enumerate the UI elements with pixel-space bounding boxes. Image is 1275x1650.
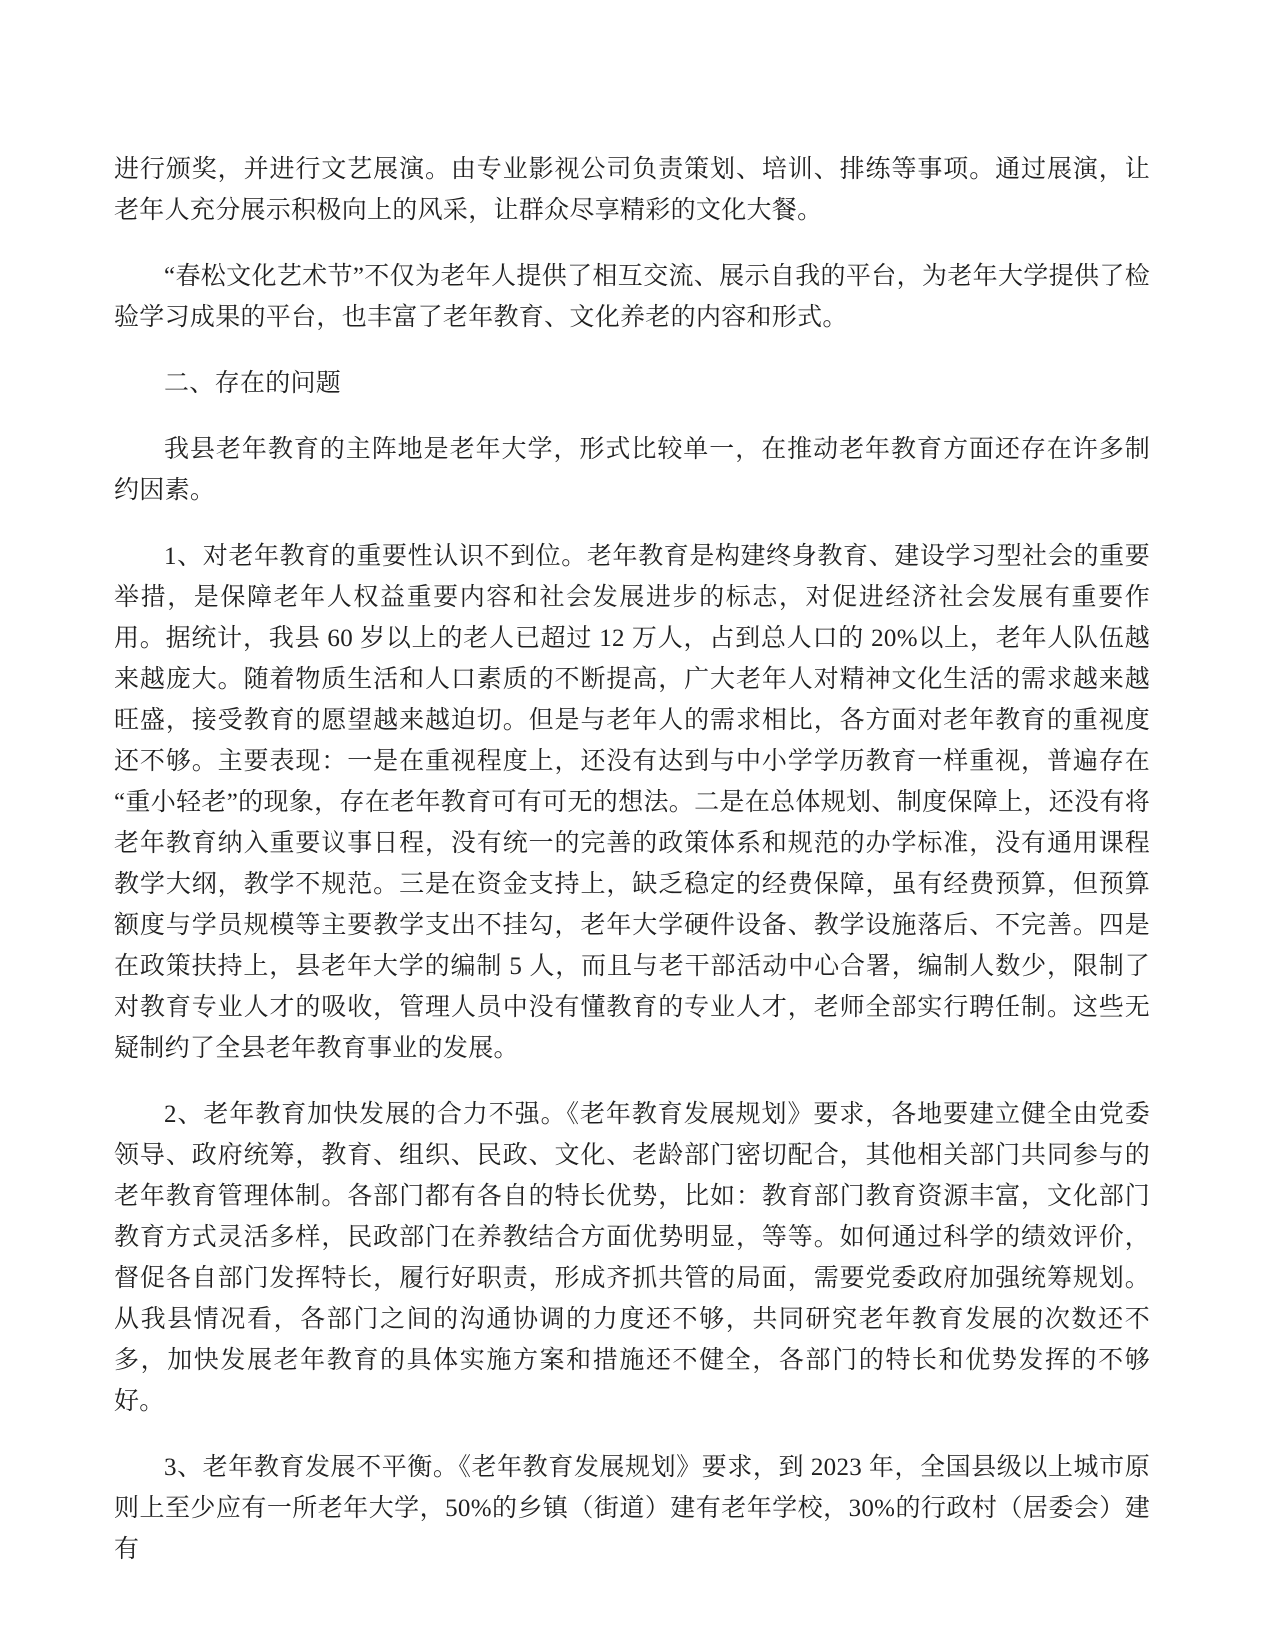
paragraph-issue-2-coordination: 2、老年教育加快发展的合力不强。《老年教育发展规划》要求，各地要建立健全由党委领导、政府统筹，教育、组织、民政、文化、老龄部门密切配合，其他相关部门共同参与的老年教育管理体制。各部门都有各自的特长优势，比如：教育部门教育资源丰富，文化部门教育方式灵活多样，民政部门在养教结合方面优势明显，等等。如何通过科学的绩效评价，督促各自部门发挥特长，履行好职责，形成齐抓共管的局面，需要党委政府加强统筹规划。从我县情况看，各部门之间的沟通协调的力度还不够，共同研究老年教育发展的次数还不多，加快发展老年教育的具体实施方案和措施还不健全，各部门的特长和优势发挥的不够好。 — [114, 1101, 1150, 1415]
document-body — [114, 149, 1150, 1570]
paragraph-issue-3-imbalance: 3、老年教育发展不平衡。《老年教育发展规划》要求，到 2023 年，全国县级以上城市原则上至少应有一所老年大学，50%的乡镇（街道）建有老年学校，30%的行政村（居委会）建有 — [114, 1454, 1150, 1563]
paragraph-issue-1-awareness: 1、对老年教育的重要性认识不到位。老年教育是构建终身教育、建设学习型社会的重要举措，是保障老年人权益重要内容和社会发展进步的标志，对促进经济社会发展有重要作用。据统计，我县 60 岁以上的老人已超过 12 万人，占到总人口的 20%以上，老年人队伍越来越庞大。随着物质生活和人口素质的不断提高，广大老年人对精神文化生活的需求越来越旺盛，接受教育的愿望越来越迫切。但是与老年人的需求相比，各方面对老年教育的重视度还不够。主要表现：一是在重视程度上，还没有达到与中小学学历教育一样重视，普遍存在“重小轻老”的现象，存在老年教育可有可无的想法。二是在总体规划、制度保障上，还没有将老年教育纳入重要议事日程，没有统一的完善的政策体系和规范的办学标准，没有通用课程教学大纲，教学不规范。三是在资金支持上，缺乏稳定的经费保障，虽有经费预算，但预算额度与学员规模等主要教学支出不挂勾，老年大学硬件设备、教学设施落后、不完善。四是在政策扶持上，县老年大学的编制 5 人，而且与老干部活动中心合署，编制人数少，限制了对教育专业人才的吸收，管理人员中没有懂教育的专业人才，老师全部实行聘任制。这些无疑制约了全县老年教育事业的发展。 — [114, 543, 1150, 1062]
paragraph-art-festival: “春松文化艺术节”不仅为老年人提供了相互交流、展示自我的平台，为老年大学提供了检验学习成果的平台，也丰富了老年教育、文化养老的内容和形式。 — [114, 263, 1150, 331]
paragraph-awards-performance: 进行颁奖，并进行文艺展演。由专业影视公司负责策划、培训、排练等事项。通过展演，让老年人充分展示积极向上的风采，让群众尽享精彩的文化大餐。 — [114, 156, 1150, 224]
paragraph-problems-overview: 我县老年教育的主阵地是老年大学，形式比较单一，在推动老年教育方面还存在许多制约因素。 — [114, 436, 1150, 504]
heading-section-problems: 二、存在的问题 — [164, 370, 342, 397]
